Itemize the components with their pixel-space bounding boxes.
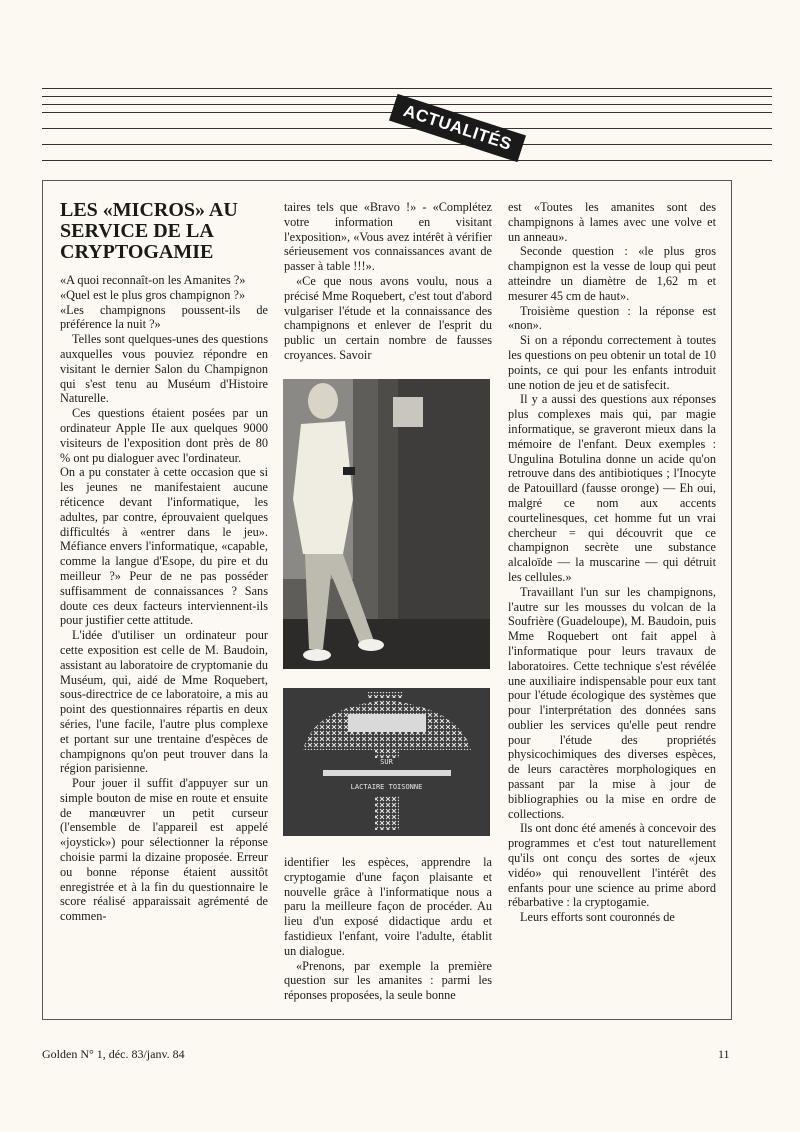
article-column-1 <box>60 200 268 924</box>
article-paragraph: Pour jouer il suffit d'appuyer sur un simple bouton de mise en route et ensuite de manœuvrer un petit curseur (l'ensemble de l'appareil est appelé «joystick») pour sélectionner la réponse choisie parmi la dizaine proposée. Erreur ou bonne réponse étaient aussitôt enregistrée et à la fin du questionnaire le score réalisé apparaissait agrémenté de commen- <box>60 776 268 924</box>
article-column-2-top <box>284 200 492 363</box>
article-paragraph: Leurs efforts sont couronnés de <box>520 910 675 925</box>
article-paragraph: «Les champignons poussent-ils de préférence la nuit ?» <box>60 302 268 332</box>
article-paragraph: «Ce que nous avons voulu, nous a précisé Mme Roquebert, c'est tout d'abord vulgariser l'étude et la connaissance des champignons et enlever de l'esprit du public un certain nombre de fausses croyances. Savoir <box>284 273 492 362</box>
banner-label: ACTUALITÉS <box>401 101 515 154</box>
article-paragraph: identifier les espèces, apprendre la cryptogamie d'une façon plaisante et nouvelle grâce à l'informatique nous a paru la meilleure façon de procéder. Au lieu d'un exposé didactique ardu et fastidieux l'enfant, voire l'adulte, établit un dialogue. <box>284 855 492 958</box>
article-column-2-bottom <box>284 855 492 1003</box>
exhibition-photo <box>283 379 490 669</box>
article-paragraph: est «Toutes les amanites sont des champignons à lames avec une volve et un anneau». <box>508 200 716 244</box>
article-paragraph: «Prenons, par exemple la première question sur les amanites : parmi les réponses proposées, la seule bonne <box>284 958 492 1003</box>
article-paragraph: Ces questions étaient posées par un ordinateur Apple IIe aux quelques 9000 visiteurs de l'exposition dont près de 80 % ont pu dialoguer avec l'ordinateur. <box>60 406 268 465</box>
article-paragraph: Si on a répondu correctement à toutes les questions on peu obtenir un total de 10 points, ce qui pour les enfants introduit une notion de jeu et de satisfecit. <box>508 333 716 392</box>
article-paragraph: Ils ont donc été amenés à concevoir des programmes et c'est tout naturellement qu'ils ont conçu des sortes de «jeux vidéo» qui renouvellent l'intérêt des enfants pour une science au prime abord rébarbative : la cryptogamie. <box>508 821 716 910</box>
screen-text-line-1: SUR <box>380 758 393 766</box>
screen-text-line-2: LACTAIRE TOISONNE <box>350 783 423 791</box>
article-paragraph: Telles sont quelques-unes des questions auxquelles vous pouviez répondre en visitant le dernier Salon du Champignon qui s'est tenu au Muséum d'Histoire Naturelle. <box>60 332 268 406</box>
header-rule <box>42 88 772 89</box>
footer-issue: Golden N° 1, déc. 83/janv. 84 <box>42 1047 185 1061</box>
article-paragraph: Travaillant l'un sur les champignons, l'autre sur les mousses du volcan de la Soufrière (Guadeloupe), M. Baudoin, puis Mme Roquebert ont fait appel à l'informatique pour leurs travaux de laboratoires. Cette technique s'est révélée une auxiliaire indispensable pour eux tant pour l'étude écologique des systèmes que pour l'interprétation des données sans oublier les services qu'elle peut rendre pour l'étude des propriétés physicochimiques des diverses espèces, de leurs caractères morphologiques en passant par la mise à jour de bibliographies ou la mise en ordre de collections. <box>508 584 716 821</box>
article-paragraph: Seconde question : «le plus gros champignon est la vesse de loup qui peut atteindre un diamètre de 1,62 m et mesurer 45 cm de haut». <box>508 244 716 303</box>
article-paragraph: «A quoi reconnaît-on les Amanites ?» <box>60 273 246 287</box>
page-number: 11 <box>718 1047 730 1061</box>
article-paragraph: taires tels que «Bravo !» - «Complétez votre information en visitant l'exposition», «Vous avez intérêt à vérifier sérieusement vos connaissances avant de passer à table !!!». <box>284 200 492 274</box>
visitor-illustration <box>283 379 490 669</box>
header-rule <box>42 144 772 145</box>
article-paragraph: L'idée d'utiliser un ordinateur pour cette exposition est celle de M. Baudoin, assistant au laboratoire de cryptomanie du Muséum, qui, aidé de Mme Roquebert, sous-directrice de ce laboratoire, a mis au point des questionnaires répartis en deux séries, l'une facile, l'autre plus complexe et portant sur une trentaine d'espèces de champignons qu'on peut trouver dans la région parisienne. <box>60 628 268 776</box>
article-paragraph: Troisième question : la réponse est «non». <box>508 303 716 333</box>
article-title: LES «MICROS» AU SERVICE DE LA CRYPTOGAMIE <box>60 199 238 263</box>
section-banner <box>387 88 528 168</box>
article-paragraph: Il y a aussi des questions aux réponses plus complexes mais qui, par magie informatique, se graveront mieux dans la mémoire de l'enfant. Deux exemples : Ungulina Botulina donne un acide qu'on retrouve dans des antibiotiques ; l'Inocyte de Patouillard (fausse oronge) — Eh oui, malgré ce nom aux accents courtelinesques, cet homme fut un vrai chercheur = qui découvrit que ce champignon secrète une substance alcaloïde — la muscarine — qui détruit les cellules.» <box>508 392 716 584</box>
article-column-3 <box>508 200 716 925</box>
article-paragraph: On a pu constater à cette occasion que si les jeunes ne manifestaient aucune réticence devant l'informatique, les adultes, par contre, éprouvaient quelques difficultés à «entrer dans le jeu». Méfiance envers l'informatique, «capable, comme la langue d'Esope, du pire et du meilleur ?» Peur de ne pas posséder suffisamment de connaissances ? Sans doute ces deux facteurs interviennent-ils pour justifier cette attitude. <box>60 465 268 628</box>
header-rule <box>42 160 772 161</box>
computer-screen-photo <box>283 688 490 836</box>
article-paragraph: «Quel est le plus gros champignon ?» <box>60 287 246 302</box>
